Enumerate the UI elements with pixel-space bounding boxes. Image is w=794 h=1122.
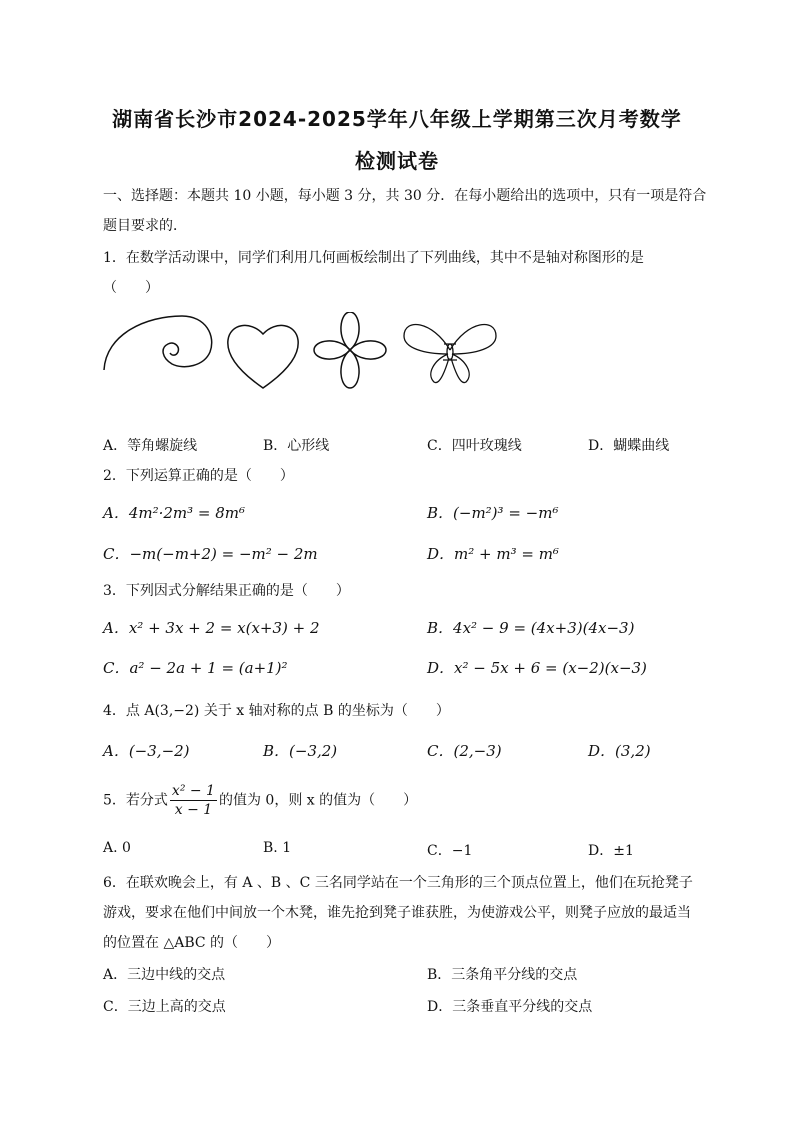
q5-stem-prefix: 5．若分式 — [103, 792, 168, 809]
q2-stem: 2．下列运算正确的是（ ） — [103, 468, 294, 484]
q6-stem-line1: 6．在联欢晚会上，有 A 、B 、C 三名同学站在一个三角形的三个顶点位置上，他们在玩抢凳子 — [103, 875, 693, 891]
q4-option-a[interactable]: A．(−3,−2) — [103, 742, 190, 760]
q2-option-d[interactable]: D．m² + m³ = m⁶ — [427, 545, 559, 563]
q3-option-a[interactable]: A．x² + 3x + 2 = x(x+3) + 2 — [103, 619, 320, 637]
q2-option-a[interactable]: A．4m²·2m³ = 8m⁶ — [103, 504, 246, 522]
butterfly-curve — [404, 324, 496, 382]
q5-stem — [103, 782, 417, 819]
q3-stem: 3．下列因式分解结果正确的是（ ） — [103, 583, 350, 599]
q1-stem-line2: （ ） — [103, 280, 159, 296]
q4-option-b[interactable]: B．(−3,2) — [263, 742, 338, 760]
q3-option-c[interactable]: C．a² − 2a + 1 = (a+1)² — [103, 659, 288, 677]
four-leaf-rose-curve — [314, 312, 386, 388]
exam-title-line2: 检测试卷 — [355, 149, 439, 173]
q5-fraction-numerator: x² − 1 — [171, 783, 215, 799]
q3-option-b[interactable]: B．4x² − 9 = (4x+3)(4x−3) — [427, 619, 635, 637]
q4-stem: 4．点 A(3,−2) 关于 x 轴对称的点 B 的坐标为（ ） — [103, 703, 450, 719]
q5-stem-suffix: 的值为 0，则 x 的值为（ ） — [218, 792, 418, 809]
q1-option-a[interactable]: A．等角螺旋线 — [103, 438, 198, 454]
section-heading-line2: 题目要求的． — [103, 218, 187, 234]
q1-stem-line1: 1．在数学活动课中，同学们利用几何画板绘制出了下列曲线，其中不是轴对称图形的是 — [103, 250, 644, 266]
q5-fraction — [170, 782, 217, 819]
q1-curves-figure — [100, 312, 505, 392]
exam-title-line1: 湖南省长沙市2024-2025学年八年级上学期第三次月考数学 — [112, 107, 682, 131]
q2-option-b[interactable]: B．(−m²)³ = −m⁶ — [427, 504, 559, 522]
q6-option-c[interactable]: C．三边上高的交点 — [103, 999, 226, 1015]
q6-stem-line2: 游戏，要求在他们中间放一个木凳，谁先抢到凳子谁获胜，为使游戏公平，则凳子应放的最适当 — [103, 905, 691, 921]
q4-option-d[interactable]: D．(3,2) — [588, 742, 651, 760]
q5-fraction-denominator: x − 1 — [174, 802, 213, 818]
q6-stem-line3: 的位置在 △ABC 的（ ） — [103, 935, 281, 951]
section-heading-line1: 一、选择题：本题共 10 小题，每小题 3 分，共 30 分．在每小题给出的选项中，只有一项是符合 — [103, 188, 707, 204]
q1-option-c[interactable]: C．四叶玫瑰线 — [427, 438, 522, 454]
q4-option-c[interactable]: C．(2,−3) — [427, 742, 502, 760]
q5-option-b[interactable]: B. 1 — [263, 840, 292, 856]
q6-option-b[interactable]: B．三条角平分线的交点 — [427, 967, 578, 983]
q3-option-d[interactable]: D．x² − 5x + 6 = (x−2)(x−3) — [427, 659, 647, 677]
q1-option-d[interactable]: D．蝴蝶曲线 — [588, 438, 670, 454]
q5-option-c[interactable]: C．−1 — [427, 843, 473, 859]
q5-option-d[interactable]: D．±1 — [588, 843, 634, 859]
equiangular-spiral-curve — [104, 316, 212, 370]
q6-option-a[interactable]: A．三边中线的交点 — [103, 967, 226, 983]
q5-option-a[interactable]: A. 0 — [103, 840, 131, 856]
q6-option-d[interactable]: D．三条垂直平分线的交点 — [427, 999, 593, 1015]
q1-option-b[interactable]: B．心形线 — [263, 438, 330, 454]
q2-option-c[interactable]: C．−m(−m+2) = −m² − 2m — [103, 545, 318, 563]
cardioid-curve — [228, 325, 298, 388]
